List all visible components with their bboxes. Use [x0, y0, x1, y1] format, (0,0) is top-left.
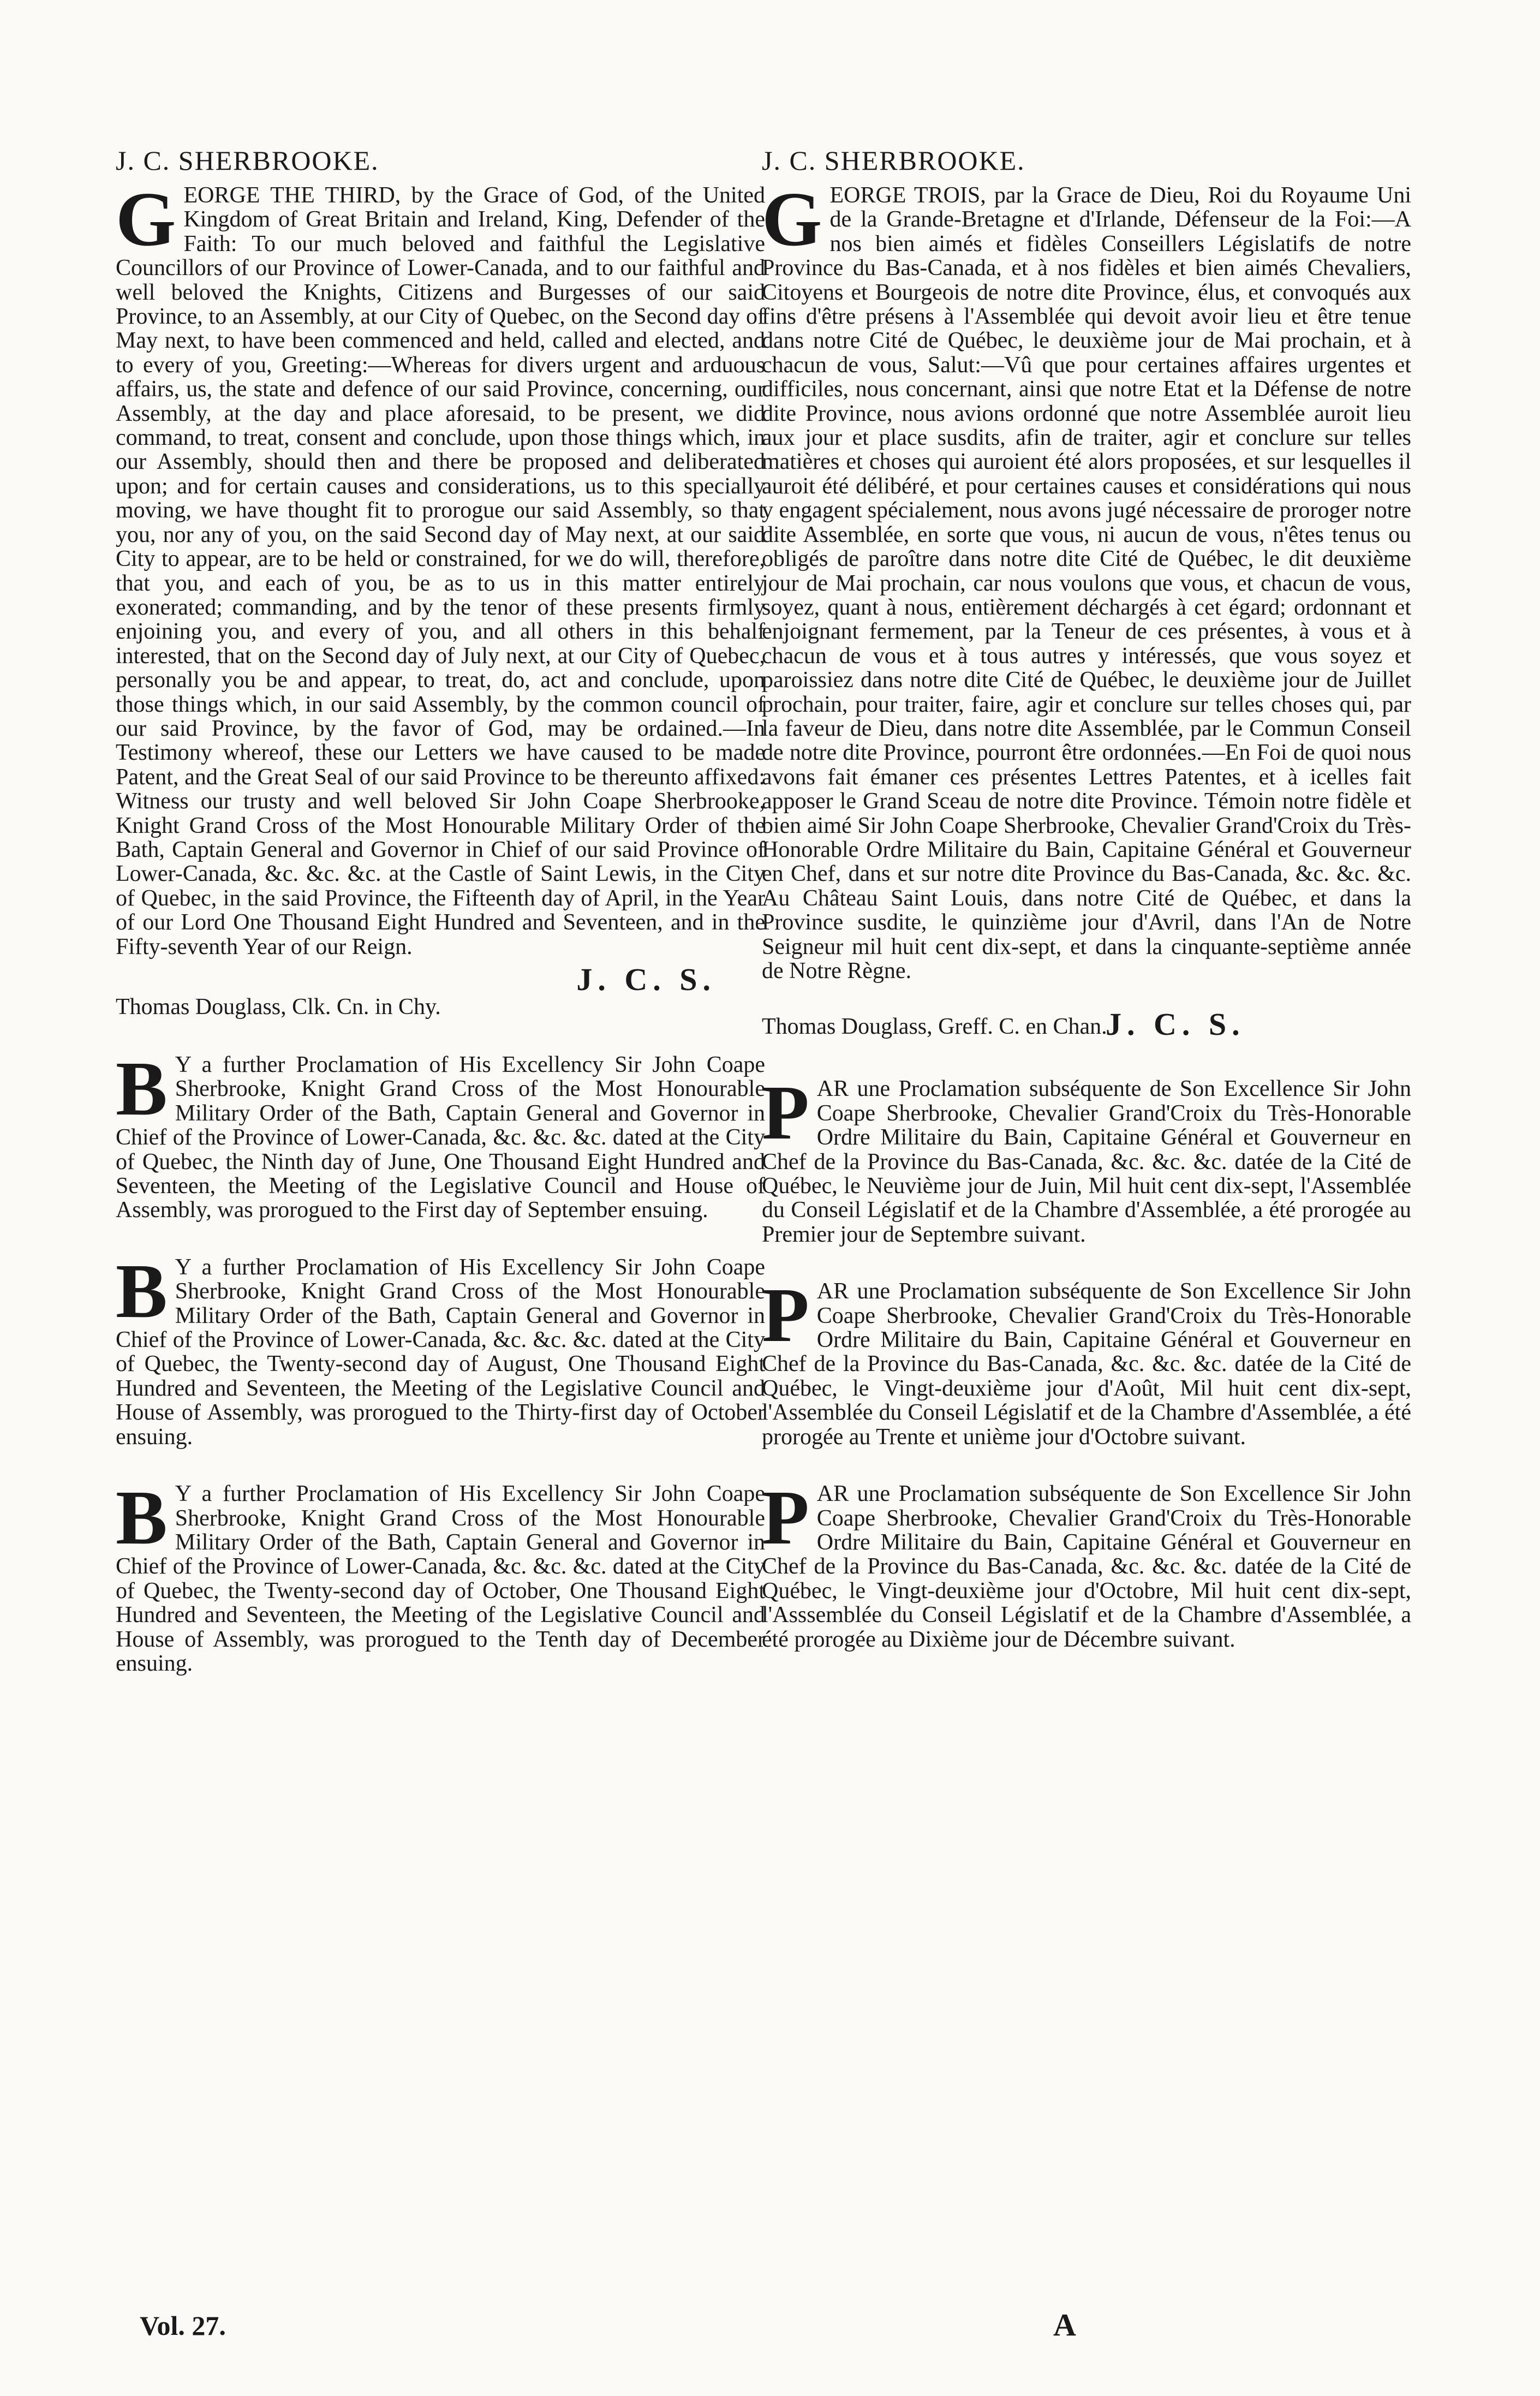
english-clerk-signature: Thomas Douglass, Clk. Cn. in Chy.: [116, 994, 441, 1020]
english-header: J. C. SHERBROOKE.: [116, 145, 379, 176]
french-column: [762, 143, 1411, 1652]
volume-number: Vol. 27.: [140, 2310, 226, 2341]
french-header: J. C. SHERBROOKE.: [762, 145, 1025, 176]
dropcap-initial: G: [762, 176, 822, 262]
dropcap-initial: G: [116, 176, 176, 262]
signature-mark: A: [1053, 2307, 1076, 2343]
proclamation-text: Y a further Proclamation of His Excellency Sir John Coape Sherbrooke, Knight Grand Cross of the Most Honourable Military Order of the Bath, Captain General and Governor in Chief of the Province of Lower-Canada, &c. &c. &c. dated at the City of Quebec, the Ninth day of June, One Thousand Eight Hundred and Seventeen, the Meeting of the Legislative Council and House of Assembly, was prorogued to the First day of September ensuing.: [116, 1052, 765, 1223]
french-proclamation-1: [762, 1069, 1411, 1247]
english-proclamation-main: [116, 176, 765, 959]
governor-initials: J. C. S.: [576, 962, 716, 997]
french-signature-row: [762, 1006, 1411, 1044]
english-signature-row: [116, 961, 765, 997]
french-clerk-signature: Thomas Douglass, Greff. C. en Chan.: [762, 1014, 1107, 1040]
english-proclamation-1: [116, 1045, 765, 1223]
english-column: [116, 143, 765, 1676]
proclamation-text: Y a further Proclamation of His Excellency Sir John Coape Sherbrooke, Knight Grand Cross of the Most Honourable Military Order of the Bath, Captain General and Governor in Chief of the Province of Lower-Canada, &c. &c. &c. dated at the City of Quebec, the Twenty-second day of August, One Thousand Eight Hundred and Seventeen, the Meeting of the Legislative Council and House of Assembly, was prorogued to the Thirty-first day of October ensuing.: [116, 1254, 765, 1450]
dropcap-initial: B: [116, 1474, 168, 1561]
proclamation-text: AR une Proclamation subséquente de Son Excellence Sir John Coape Sherbrooke, Chevalier Grand'Croix du Très-Honorable Ordre Militaire du Bain, Capitaine Général et Gouverneur en Chef de la Province du Bas-Canada, &c. &c. &c. datée de la Cité de Québec, le Neuvième jour de Juin, Mil huit cent dix-sept, l'Assemblée du Conseil Législatif et de la Chambre d'Assemblée, a été prorogée au Premier jour de Septembre suivant.: [762, 1076, 1411, 1247]
english-main-text: EORGE THE THIRD, by the Grace of God, of the United Kingdom of Great Britain and Ireland, King, Defender of the Faith: To our much beloved and faithful the Legislative Councillors of our Province of Lower-Canada, and to our faithful and well beloved the Knights, Citizens and Burgesses of our said Province, to an Assembly, at our City of Quebec, on the Second day of May next, to have been commenced and held, called and elected, and to every of you, Greeting:—Whereas for divers urgent and arduous affairs, us, the state and defence of our said Province, concerning, our Assembly, at the day and place aforesaid, to be present, we did command, to treat, consent and conclude, upon those things which, in our Assembly, should then and there be proposed and deliberated upon; and for certain causes and considerations, us to this specially moving, we have thought fit to prorogue our said Assembly, so that you, nor any of you, on the said Second day of May next, at our said City to appear, are to be held or constrained, for we do will, therefore, that you, and each of you, be as to us in this matter entirely exonerated; commanding, and by the tenor of these presents firmly enjoining you, and every of you, and all others in this behalf interested, that on the Second day of July next, at our City of Quebec, personally you be and appear, to treat, do, act and conclude, upon those things which, in our said Assembly, by the common council of our said Province, by the favor of God, may be ordained.—In Testimony whereof, these our Letters we have caused to be made Patent, and the Great Seal of our said Province to be thereunto affixed: Witness our trusty and well beloved Sir John Coape Sherbrooke, Knight Grand Cross of the Most Honourable Military Order of the Bath, Captain General and Governor in Chief of our said Province of Lower-Canada, &c. &c. &c. at the Castle of Saint Lewis, in the City of Quebec, in the said Province, the Fifteenth day of April, in the Year of our Lord One Thousand Eight Hundred and Seventeen, and in the Fifty-seventh Year of our Reign.: [116, 183, 765, 959]
dropcap-initial: P: [762, 1272, 809, 1358]
english-proclamation-3: [116, 1474, 765, 1676]
proclamation-text: AR une Proclamation subséquente de Son Excellence Sir John Coape Sherbrooke, Chevalier Grand'Croix du Très-Honorable Ordre Militaire du Bain, Capitaine Général et Gouverneur en Chef de la Province du Bas-Canada, &c. &c. &c. datée de la Cité de Québec, le Vingt-deuxième jour d'Août, Mil huit cent dix-sept, l'Assemblée du Conseil Législatif et de la Chambre d'Assemblée, a été prorogée au Trente et unième jour d'Octobre suivant.: [762, 1279, 1411, 1450]
french-proclamation-main: [762, 176, 1411, 984]
proclamation-text: AR une Proclamation subséquente de Son Excellence Sir John Coape Sherbrooke, Chevalier Grand'Croix du Très-Honorable Ordre Militaire du Bain, Capitaine Général et Gouverneur en Chef de la Province du Bas-Canada, &c. &c. &c. datée de la Cité de Québec, le Vingt-deuxième jour d'Octobre, Mil huit cent dix-sept, l'Asssemblée du Conseil Législatif et de la Chambre d'Assemblée, a été prorogée au Dixième jour de Décembre suivant.: [762, 1481, 1411, 1652]
french-proclamation-3: [762, 1474, 1411, 1652]
french-main-text: EORGE TROIS, par la Grace de Dieu, Roi du Royaume Uni de la Grande-Bretagne et d'Irlande, Défenseur de la Foi:—A nos bien aimés et fidèles Conseillers Législatifs de notre Province du Bas-Canada, et à nos fidèles et bien aimés Chevaliers, Citoyens et Bourgeois de notre dite Province, élus, et convoqués aux fins d'être présens à l'Assemblée qui devoit avoir lieu et être tenue dans notre Cité de Québec, le deuxième jour de Mai prochain, et à chacun de vous, Salut:—Vû que pour certaines affaires urgentes et difficiles, nous concernant, ainsi que notre Etat et la Défense de notre dite Province, nous avions ordonné que notre Assemblée auroit lieu aux jour et place susdits, afin de traiter, agir et conclure sur telles matières et choses qui auroient été alors proposées, et sur lesquelles il auroit été délibéré, et pour certaines causes et considérations qui nous y engagent spécialement, nous avons jugé nécessaire de proroger notre dite Assemblée, en sorte que vous, ni aucun de vous, n'êtes tenus ou obligés de paroître dans notre dite Cité de Québec, le dit deuxième jour de Mai prochain, car nous voulons que vous, et chacun de vous, soyez, quant à nous, entièrement déchargés à cet égard; ordonnant et enjoignant fermement, par la Teneur de ces présentes, à vous et à chacun de vous et à tous autres y intéressés, que vous soyez et paroissiez dans notre dite Cité de Québec, le deuxième jour de Juillet prochain, pour traiter, faire, agir et conclure sur telles choses qui, par la faveur de Dieu, dans notre dite Assemblée, par le Commun Conseil de notre dite Province, pourront être ordonnées.—En Foi de quoi nous avons fait émaner ces présentes Lettres Patentes, et à icelles fait apposer le Grand Sceau de notre dite Province. Témoin notre fidèle et bien aimé Sir John Coape Sherbrooke, Chevalier Grand'Croix du Très-Honorable Ordre Militaire du Bain, Capitaine Général et Gouverneur en Chef, dans et sur notre dite Province du Bas-Canada, &c. &c. &c. Au Château Saint Louis, dans notre Cité de Québec, et dans la Province susdite, le quinzième jour d'Avril, dans l'An de Notre Seigneur mil huit cent dix-sept, et dans la cinquante-septième année de Notre Règne.: [762, 183, 1411, 984]
english-proclamation-2: [116, 1247, 765, 1450]
governor-initials: J. C. S.: [1106, 1006, 1245, 1042]
french-proclamation-2: [762, 1272, 1411, 1450]
dropcap-initial: P: [762, 1069, 809, 1156]
dropcap-initial: P: [762, 1474, 809, 1561]
dropcap-initial: B: [116, 1045, 168, 1131]
proclamation-text: Y a further Proclamation of His Excellency Sir John Coape Sherbrooke, Knight Grand Cross of the Most Honourable Military Order of the Bath, Captain General and Governor in Chief of the Province of Lower-Canada, &c. &c. &c. dated at the City of Quebec, the Twenty-second day of October, One Thousand Eight Hundred and Seventeen, the Meeting of the Legislative Council and House of Assembly, was prorogued to the Tenth day of December ensuing.: [116, 1481, 765, 1676]
dropcap-initial: B: [116, 1247, 168, 1334]
